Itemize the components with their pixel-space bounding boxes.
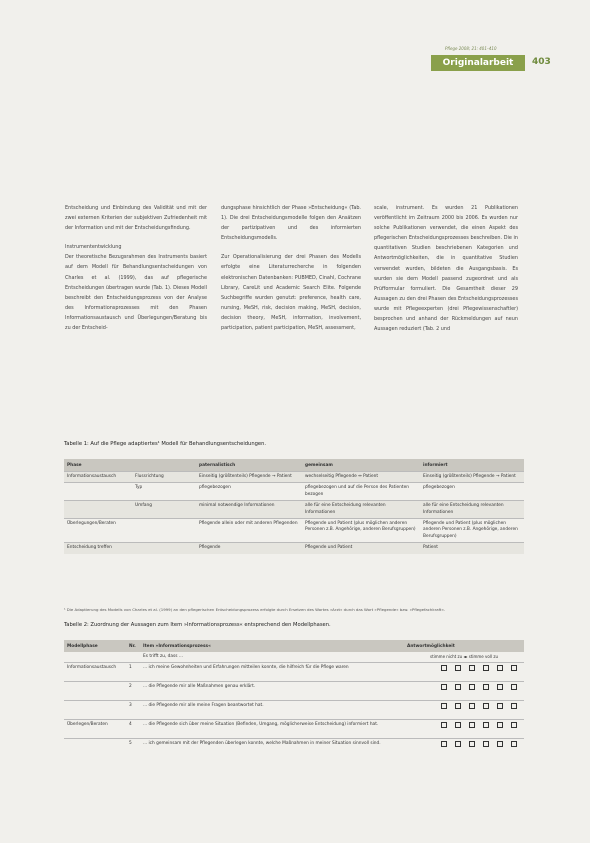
table1-footnote: ¹ Die Adaptierung des Modells von Charles et al. (1999) an den pflegerischen Entscheidungsprozess erfolgte durch Ersetzen des Wortes »Arzt« durch das Wort »Pflegende« bzw. »Pflegefachkraft«. — [64, 607, 446, 612]
table-cell: pflegebezogen — [420, 483, 524, 501]
section-heading: Instrumententwicklung — [65, 244, 122, 251]
answer-scale — [404, 652, 524, 663]
paragraph: dungsphase hinsichtlich der Phase »Entscheidung« (Tab. 1). Die drei Entscheidungsmodelle folgen den Ansätzen der partizipativen und des informierten Entscheidungsmodells. — [221, 205, 361, 242]
table2-header: Modellphase — [64, 640, 126, 652]
checkbox[interactable] — [469, 665, 475, 671]
table-row — [64, 483, 524, 501]
table-cell: minimal notwendige Informationen — [196, 501, 302, 519]
item-number: 2 — [126, 682, 140, 701]
item-text: ... ich gemeinsam mit der Pflegenden überlegen konnte, welche Maßnahmen in meiner Situation sinnvoll sind. — [140, 739, 404, 758]
checkbox[interactable] — [511, 684, 517, 690]
table-row — [64, 720, 524, 739]
checkbox[interactable] — [441, 684, 447, 690]
checkbox[interactable] — [497, 741, 503, 747]
table-cell: Entscheidung treffen — [64, 543, 132, 554]
paragraph: Entscheidung und Einbindung des Validität und mit der zwei externen Kriterien der subjektiven Zufriedenheit mit der Information und mit der Entscheidungsfindung. — [65, 205, 207, 232]
paragraph: scale, instrument. Es wurden 21 Publikationen veröffentlicht im Zeitraum 2000 bis 2006. Es wurden nur solche Publikationen verwendet, die einen Aspekt des pflegerischen Entscheidungsprozesses beschreiben. Die in quantitativen Studien beschriebenen Kategorien und Antwortmöglichkeiten, die in quantitative Studien verwendet wurden, bildeten die Ausgangsbasis. Es wurden sie dem Modell passend zugeordnet und als Prüfformular formuliert. Die Gesamtheit dieser 29 Aussagen zu den drei Phasen des Entscheidungsprozesses wurde mit Pflegeexperten (drei Pflegewissenschaftler) besprochen und anhand der Rückmeldungen auf neun Aussagen reduziert (Tab. 2 und — [374, 205, 518, 333]
checkbox[interactable] — [469, 722, 475, 728]
body-column-1 — [65, 203, 207, 333]
paragraph: Zur Operationalisierung der drei Phasen des Modells erfolgte eine Literaturrecherche in folgenden elektronischen Datenbanken: PUBMED, Cinahl, Cochrane Library, CareLit und Academic Search Elite. Folgende Suchbegriffe wurden genutzt: preference, health care, nursing, MeSH, risk, decision making, MeSH, decision, decision theory, MeSH, information, involvement, participation, patient participation, MeSH, assessment, — [221, 254, 361, 332]
checkbox[interactable] — [497, 722, 503, 728]
checkbox[interactable] — [483, 684, 489, 690]
table1-caption: Tabelle 1: Auf die Pflege adaptiertes¹ Modell für Behandlungsentscheidungen. — [64, 441, 267, 447]
scale-right-label: stimme voll zu — [468, 654, 498, 659]
item-number: 3 — [126, 701, 140, 720]
model-phase — [64, 701, 126, 720]
model-phase: Überlegen/Beraten — [64, 720, 126, 739]
table-row — [64, 682, 524, 701]
item-number: 4 — [126, 720, 140, 739]
table2-header: Nr. — [126, 640, 140, 652]
table-cell: pflegebezogen und auf die Person des Patienten bezogen — [302, 483, 420, 501]
body-column-2 — [221, 203, 361, 333]
checkbox[interactable] — [511, 703, 517, 709]
item-text: ... die Pflegende mir alle Maßnahmen genau erklärt. — [140, 682, 404, 701]
table-cell: Umfang — [132, 501, 196, 519]
table-cell: alle für eine Entscheidung relevanten Informationen — [302, 501, 420, 519]
answer-checkboxes — [404, 701, 524, 720]
item-number: 1 — [126, 663, 140, 682]
item-text: ... die Pflegende sich über meine Situation (Befinden, Umgang, möglicherweise Entscheidung) informiert hat. — [140, 720, 404, 739]
answer-checkboxes — [404, 682, 524, 701]
answer-checkboxes — [404, 720, 524, 739]
table2-header: Antwortmöglichkeit — [404, 640, 524, 652]
table-cell: Einseitig (größtenteils) Pflegende → Patient — [196, 472, 302, 483]
table2-caption: Tabelle 2: Zuordnung der Aussagen zum Item »Informationsprozess« entsprechend den Modellphasen. — [64, 622, 331, 628]
table-cell: Pflegende und Patient — [302, 543, 420, 554]
table-row — [64, 472, 524, 483]
table-cell — [64, 483, 132, 501]
checkbox[interactable] — [483, 703, 489, 709]
table-cell: Pflegende und Patient (plus möglichen anderen Personen z.B. Angehörige, anderen Berufsgruppen) — [302, 519, 420, 543]
table-cell: Pflegende allein oder mit anderen Pflegenden — [196, 519, 302, 543]
table-cell: Überlegungen/Beraten — [64, 519, 132, 543]
checkbox[interactable] — [511, 665, 517, 671]
checkbox[interactable] — [455, 684, 461, 690]
table-cell — [64, 501, 132, 519]
table-cell: Patient — [420, 543, 524, 554]
table1-header: gemeinsam — [302, 459, 420, 472]
section-banner: Originalarbeit — [431, 55, 525, 71]
checkbox[interactable] — [441, 703, 447, 709]
journal-reference: Pflege 2008; 21: 401–410 — [445, 46, 497, 51]
checkbox[interactable] — [497, 684, 503, 690]
checkbox[interactable] — [511, 741, 517, 747]
checkbox[interactable] — [469, 741, 475, 747]
table-row — [64, 519, 524, 543]
table-cell: Flussrichtung — [132, 472, 196, 483]
answer-checkboxes — [404, 663, 524, 682]
item-text: ... ich meine Gewohnheiten und Erfahrungen mitteilen konnte, die hilfreich für die Pflege waren — [140, 663, 404, 682]
table-cell: Pflegende und Patient (plus möglichen anderen Personen z.B. Angehörige, anderen Berufsgruppen) — [420, 519, 524, 543]
table-cell: Typ — [132, 483, 196, 501]
table1 — [64, 459, 524, 554]
checkbox[interactable] — [455, 722, 461, 728]
checkbox[interactable] — [455, 665, 461, 671]
checkbox[interactable] — [511, 722, 517, 728]
checkbox[interactable] — [483, 722, 489, 728]
table-cell: Pflegende — [196, 543, 302, 554]
table-row — [64, 501, 524, 519]
table1-header: Phase — [64, 459, 132, 472]
table2-header: Item »Informationsprozess« — [140, 640, 404, 652]
checkbox[interactable] — [483, 665, 489, 671]
checkbox[interactable] — [469, 703, 475, 709]
item-stem: Es trifft zu, dass ... — [143, 654, 183, 659]
checkbox[interactable] — [469, 684, 475, 690]
model-phase: Informationsaustausch — [64, 663, 126, 682]
model-phase — [64, 682, 126, 701]
table-cell: Informationsaustausch — [64, 472, 132, 483]
checkbox[interactable] — [497, 665, 503, 671]
table2 — [64, 640, 524, 757]
body-column-3 — [374, 203, 518, 334]
page-number: 403 — [532, 57, 551, 67]
table1-header: informiert — [420, 459, 524, 472]
table-row — [64, 543, 524, 554]
scale-left-label: stimme nicht zu — [430, 654, 463, 659]
table-row — [64, 701, 524, 720]
table-cell: alle für eine Entscheidung relevanten Informationen — [420, 501, 524, 519]
checkbox[interactable] — [497, 703, 503, 709]
checkbox[interactable] — [441, 722, 447, 728]
checkbox[interactable] — [455, 741, 461, 747]
checkbox[interactable] — [455, 703, 461, 709]
table1-header: paternalistisch — [196, 459, 302, 472]
checkbox[interactable] — [441, 665, 447, 671]
checkbox[interactable] — [483, 741, 489, 747]
paragraph: Der theoretische Bezugsrahmen des Instruments basiert auf dem Modell für Behandlungsentscheidungen von Charles et al. (1999), das auf pflegerische Entscheidungen übertragen wurde (Tab. 1). Dieses Modell beschreibt den Entscheidungsprozess von der Analyse des Informationsprozesses mit den Phasen Informationsaustausch und Überlegungen/Beratung bis zu der Entscheid- — [65, 254, 207, 332]
table-row — [64, 663, 524, 682]
answer-checkboxes — [404, 739, 524, 758]
checkbox[interactable] — [441, 741, 447, 747]
table1-header — [132, 459, 196, 472]
arrow-both-icon: ◂▸ — [463, 654, 469, 659]
item-text: ... die Pflegende mir alle meine Fragen beantwortet hat. — [140, 701, 404, 720]
table-cell: Einseitig (größtenteils) Pflegende → Patient — [420, 472, 524, 483]
table-cell — [132, 543, 196, 554]
table-cell: wechselseitig Pflegende ↔ Patient — [302, 472, 420, 483]
table-cell: pflegebezogen — [196, 483, 302, 501]
table-row — [64, 739, 524, 758]
item-number: 5 — [126, 739, 140, 758]
model-phase — [64, 739, 126, 758]
table-cell — [132, 519, 196, 543]
